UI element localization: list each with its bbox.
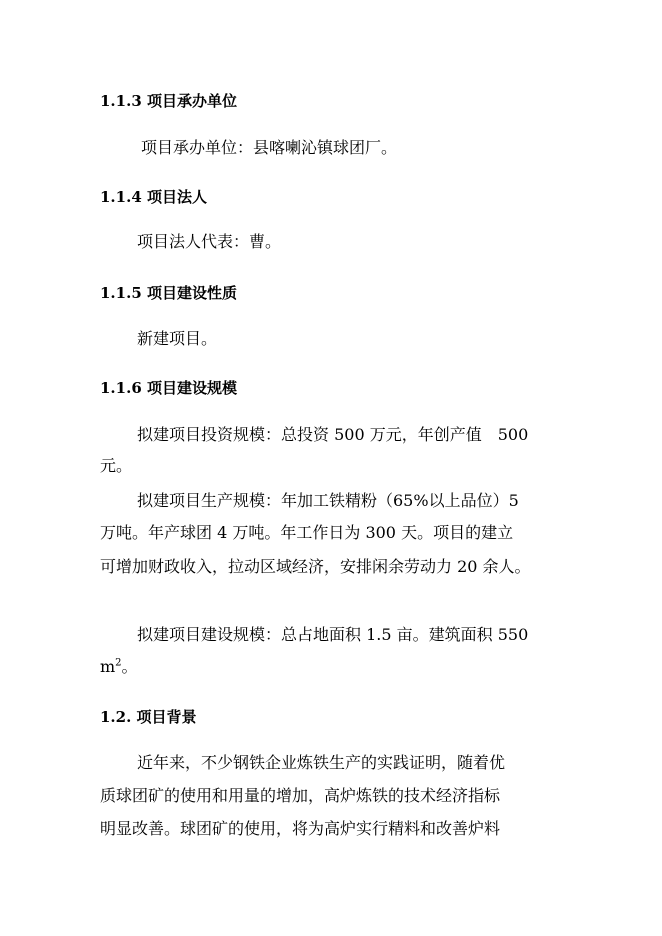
paragraph-line: 质球团矿的使用和用量的增加，高炉炼铁的技术经济指标 <box>100 786 501 805</box>
paragraph-line: 可增加财政收入，拉动区域经济，安排闲余劳动力 20 余人。 <box>100 557 531 576</box>
paragraph-line: 明显改善。球团矿的使用，将为高炉实行精料和改善炉料 <box>100 819 501 838</box>
paragraph-line: 新建项目。 <box>137 329 218 348</box>
unit-base: m <box>100 657 116 676</box>
section-heading: 1.1.5 项目建设性质 <box>100 284 237 302</box>
paragraph-line: 万吨。年产球团 4 万吨。年工作日为 300 天。项目的建立 <box>100 523 514 542</box>
paragraph-line: 近年来，不少钢铁企业炼铁生产的实践证明，随着优 <box>137 753 506 772</box>
paragraph-line: 拟建项目生产规模：年加工铁精粉（65%以上品位）5 <box>137 491 519 510</box>
section-heading: 1.2. 项目背景 <box>100 708 197 726</box>
paragraph-line: 元。 <box>100 456 133 475</box>
paragraph-line: 拟建项目建设规模：总占地面积 1.5 亩。建筑面积 550 <box>137 625 529 644</box>
paragraph-line: 项目法人代表：曹。 <box>137 232 282 251</box>
paragraph-line: 项目承办单位：县喀喇沁镇球团厂。 <box>141 138 398 157</box>
unit-superscript: 2 <box>115 657 122 669</box>
paragraph-line: 拟建项目投资规模：总投资 500 万元，年创产值 500 <box>137 425 529 444</box>
paragraph-line <box>100 656 138 678</box>
section-heading: 1.1.3 项目承办单位 <box>100 92 237 110</box>
section-heading: 1.1.6 项目建设规模 <box>100 379 237 397</box>
section-heading: 1.1.4 项目法人 <box>100 188 207 206</box>
sentence-end: 。 <box>121 657 138 676</box>
